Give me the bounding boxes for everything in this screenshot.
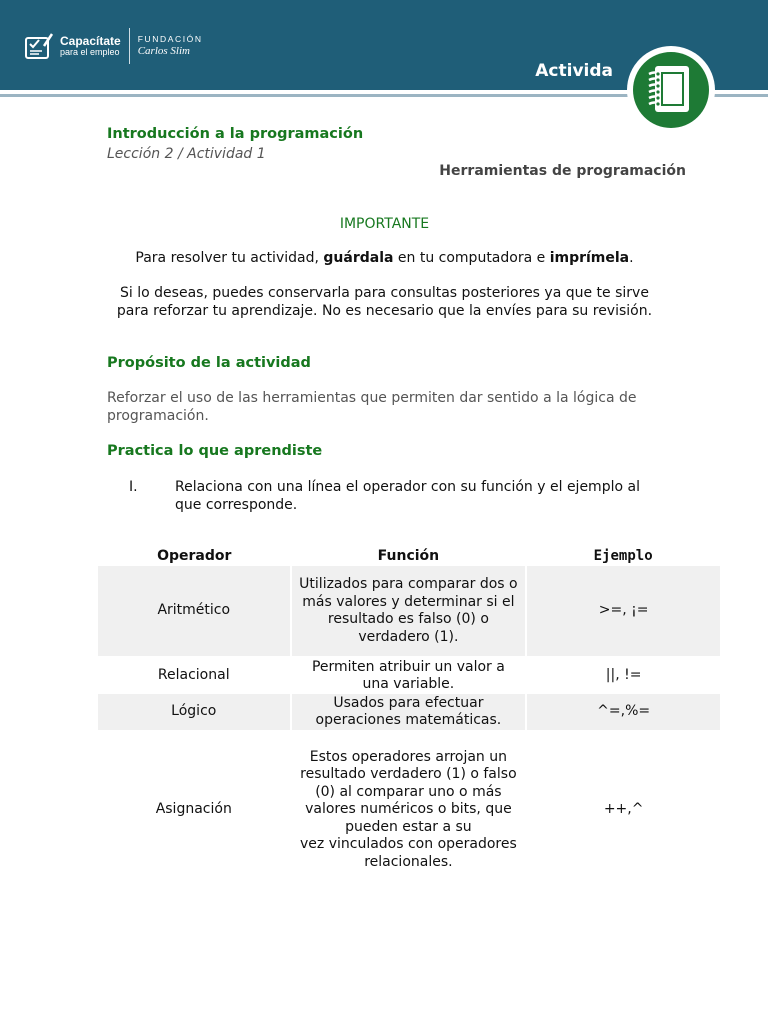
logo-foundation: FUNDACIÓN bbox=[137, 34, 203, 45]
cell-operador: Asignación bbox=[98, 730, 291, 890]
item-number: I. bbox=[129, 479, 138, 495]
cell-ejemplo: >=, ¡= bbox=[526, 566, 720, 656]
logo bbox=[24, 28, 203, 64]
cell-ejemplo: ++,^ bbox=[603, 801, 644, 818]
purpose-heading: Propósito de la actividad bbox=[107, 355, 311, 371]
table-row bbox=[98, 566, 720, 656]
course-title: Introducción a la programación bbox=[107, 126, 364, 142]
activity-badge bbox=[627, 46, 715, 134]
header-ejemplo: Ejemplo bbox=[593, 547, 653, 564]
print-emphasis: imprímela bbox=[549, 250, 630, 266]
table-header-row bbox=[98, 545, 720, 566]
cell-funcion: Permiten atribuir un valor a una variable. bbox=[291, 658, 527, 694]
logo-divider bbox=[129, 28, 130, 64]
cell-operador: Relacional bbox=[98, 658, 291, 694]
cell-operador: Lógico bbox=[98, 694, 291, 730]
header-funcion: Función bbox=[377, 547, 440, 564]
cell-funcion: Utilizados para comparar dos o más valores y determinar si el resultado es falso (0) o verdadero (1). bbox=[291, 566, 527, 656]
table-row bbox=[98, 694, 720, 730]
notebook-icon bbox=[633, 52, 709, 128]
purpose-text: Reforzar el uso de las herramientas que permiten dar sentido a la lógica de programación. bbox=[107, 390, 637, 424]
cell-funcion: Estos operadores arrojan un resultado verdadero (1) o falso (0) al comparar uno o más valores numéricos o bits, que pueden estar a su vez vinculados con operadores relacionales. bbox=[291, 730, 527, 890]
important-heading: IMPORTANTE bbox=[339, 216, 430, 232]
certificate-pen-icon bbox=[24, 32, 54, 60]
logo-brand: Capacítate bbox=[60, 33, 121, 48]
important-note: Si lo deseas, puedes conservarla para consultas posteriores ya que te sirve para reforzar tu aprendizaje. No es necesario que la envíes para su revisión. bbox=[116, 285, 653, 319]
important-instruction: Para resolver tu actividad, guárdala en tu computadora e imprímela. bbox=[135, 250, 634, 266]
topic-title: Herramientas de programación bbox=[439, 163, 686, 179]
table-row bbox=[98, 658, 720, 694]
activity-label: Activida bbox=[535, 61, 613, 81]
logo-foundation-name: Carlos Slim bbox=[137, 44, 190, 57]
practice-heading: Practica lo que aprendiste bbox=[107, 443, 323, 459]
table-row bbox=[98, 730, 720, 890]
cell-ejemplo: ||, != bbox=[605, 667, 642, 684]
cell-operador: Aritmético bbox=[98, 566, 291, 656]
cell-funcion: Usados para efectuar operaciones matemáticas. bbox=[291, 694, 527, 730]
save-emphasis: guárdala bbox=[323, 250, 394, 266]
cell-ejemplo: ^=,%= bbox=[526, 694, 720, 730]
lesson-label: Lección 2 / Actividad 1 bbox=[107, 146, 266, 162]
header-operador: Operador bbox=[157, 547, 232, 564]
operators-table bbox=[98, 545, 720, 890]
instruction-text: Relaciona con una línea el operador con su función y el ejemplo al que corresponde. bbox=[175, 479, 640, 513]
logo-tagline: para el empleo bbox=[60, 46, 120, 57]
